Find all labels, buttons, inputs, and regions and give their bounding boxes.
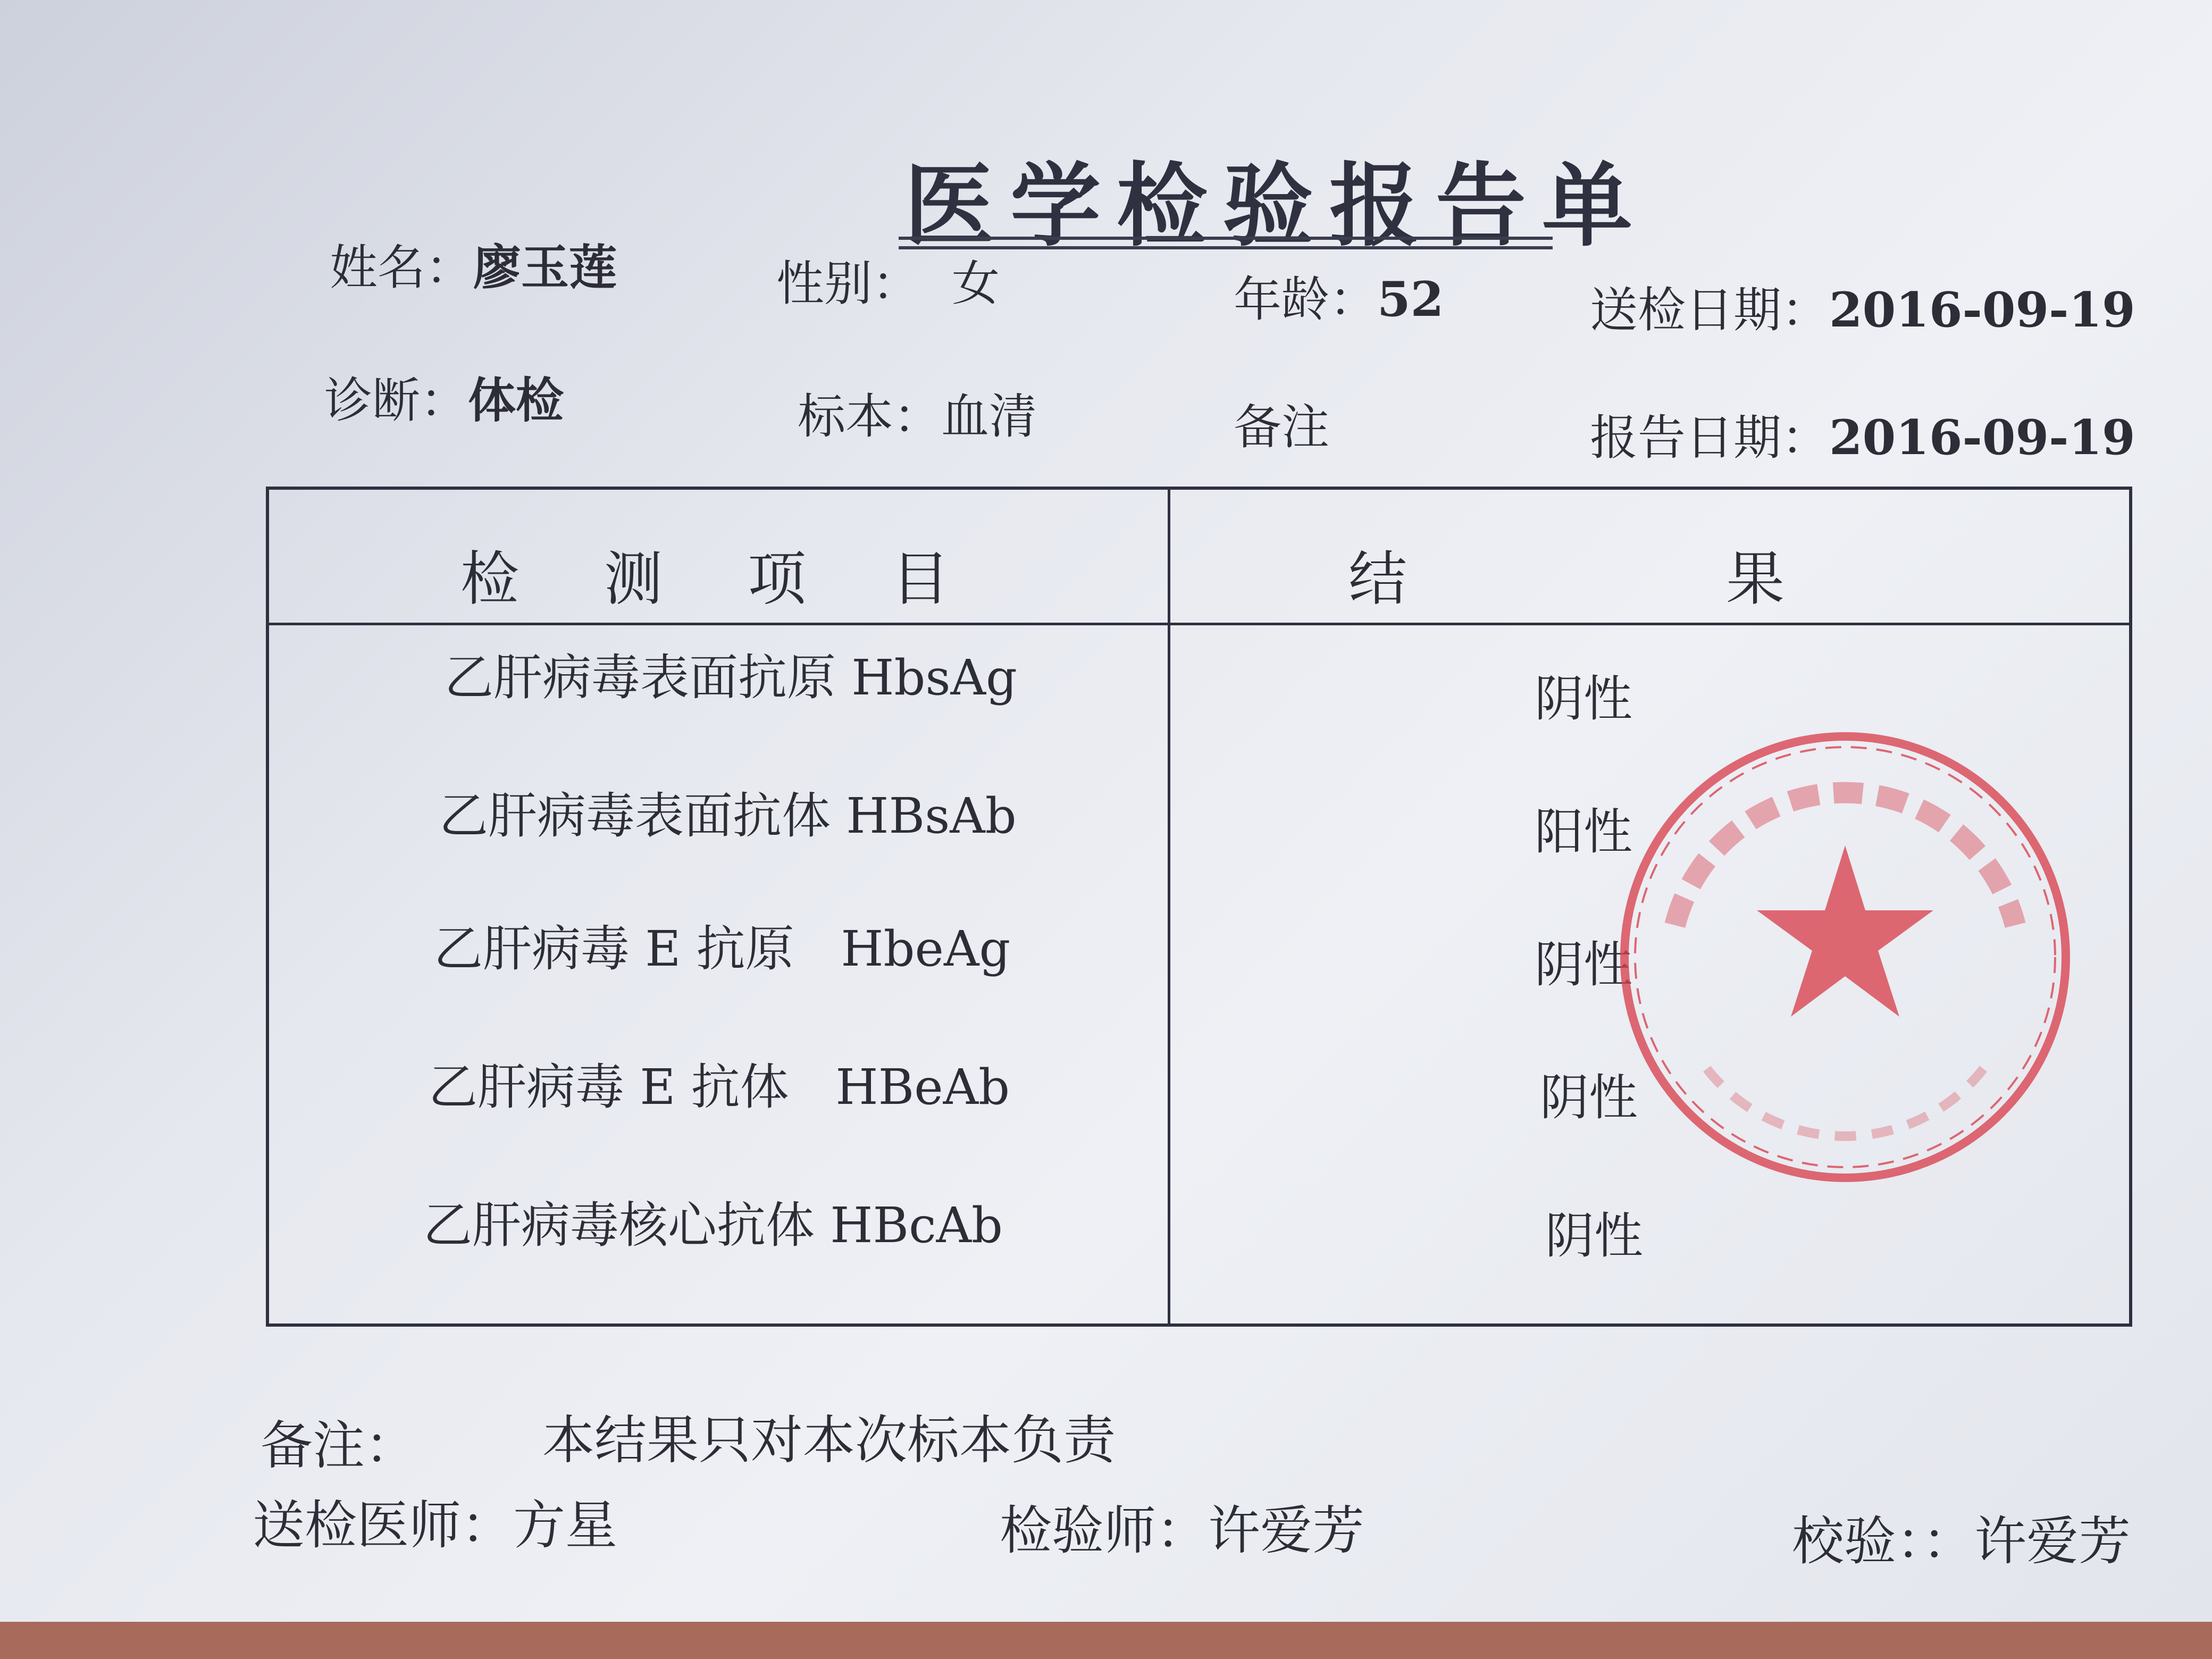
name-field (330, 229, 617, 298)
age-value: 52 (1377, 271, 1444, 328)
checker-name: 许爱芳 (1974, 1511, 2131, 1572)
table-row-result: 阴性 (1535, 671, 1633, 727)
diagnosis-label: 诊断： (324, 373, 468, 429)
name-value: 廖玉莲 (473, 239, 617, 296)
header-test-item: 检测项目 (460, 545, 1035, 613)
specimen-value: 血清 (941, 389, 1037, 445)
examiner-name: 许爱芳 (1208, 1501, 1365, 1561)
report-date-label: 报告日期： (1590, 410, 1829, 466)
submit-date-field (1590, 271, 2135, 340)
report-date-field (1590, 399, 2135, 468)
table-row-item: 乙肝病毒表面抗体 HBsAb (439, 787, 1017, 844)
gender-field (776, 245, 1000, 314)
age-field (1234, 261, 1444, 330)
table-row-result: 阴性 (1545, 1208, 1644, 1264)
specimen-field (798, 378, 1037, 447)
doctor-name: 方星 (513, 1495, 618, 1556)
desk-surface (0, 1622, 2212, 1659)
report-date-value: 2016-09-19 (1829, 409, 2135, 466)
name-label: 姓名： (330, 240, 473, 296)
remark-label: 备注 (1234, 399, 1329, 455)
examiner-label: 检验师： (1000, 1501, 1209, 1561)
remark-field (1234, 388, 1329, 457)
examiner-field (1000, 1489, 1364, 1564)
checker-field (1792, 1499, 2131, 1574)
table-row-result: 阴性 (1540, 1069, 1638, 1126)
footer-remark-label: 备注： (261, 1415, 417, 1476)
diagnosis-field (324, 362, 564, 431)
checker-label: 校验：： (1792, 1511, 1975, 1572)
submit-date-label: 送检日期： (1590, 282, 1829, 338)
doctor-label: 送检医师： (253, 1495, 514, 1556)
header-result: 结果 (1348, 545, 2104, 613)
footer-remark-text: 本结果只对本次标本负责 (542, 1410, 1116, 1471)
table-row-item: 乙肝病毒核心抗体 HBcAb (423, 1197, 1003, 1254)
gender-label: 性别： (776, 256, 920, 312)
sending-doctor-field (253, 1484, 617, 1559)
table-row-result: 阴性 (1535, 936, 1633, 993)
official-seal-icon (1611, 723, 2079, 1191)
age-label: 年龄： (1234, 272, 1377, 328)
table-row-item: 乙肝病毒 E 抗体 HBeAb (429, 1059, 1010, 1116)
table-row-item: 乙肝病毒 E 抗原 HbeAg (434, 920, 1011, 977)
column-divider (1168, 490, 1170, 1323)
specimen-label: 标本： (798, 389, 941, 445)
submit-date-value: 2016-09-19 (1829, 282, 2135, 338)
diagnosis-value: 体检 (468, 372, 564, 429)
header-divider (269, 623, 2129, 625)
table-row-item: 乙肝病毒表面抗原 HbsAg (445, 649, 1017, 706)
gender-value: 女 (952, 256, 1000, 312)
table-row-result: 阳性 (1535, 803, 1633, 860)
report-title: 医学检验报告单 (904, 153, 1649, 259)
